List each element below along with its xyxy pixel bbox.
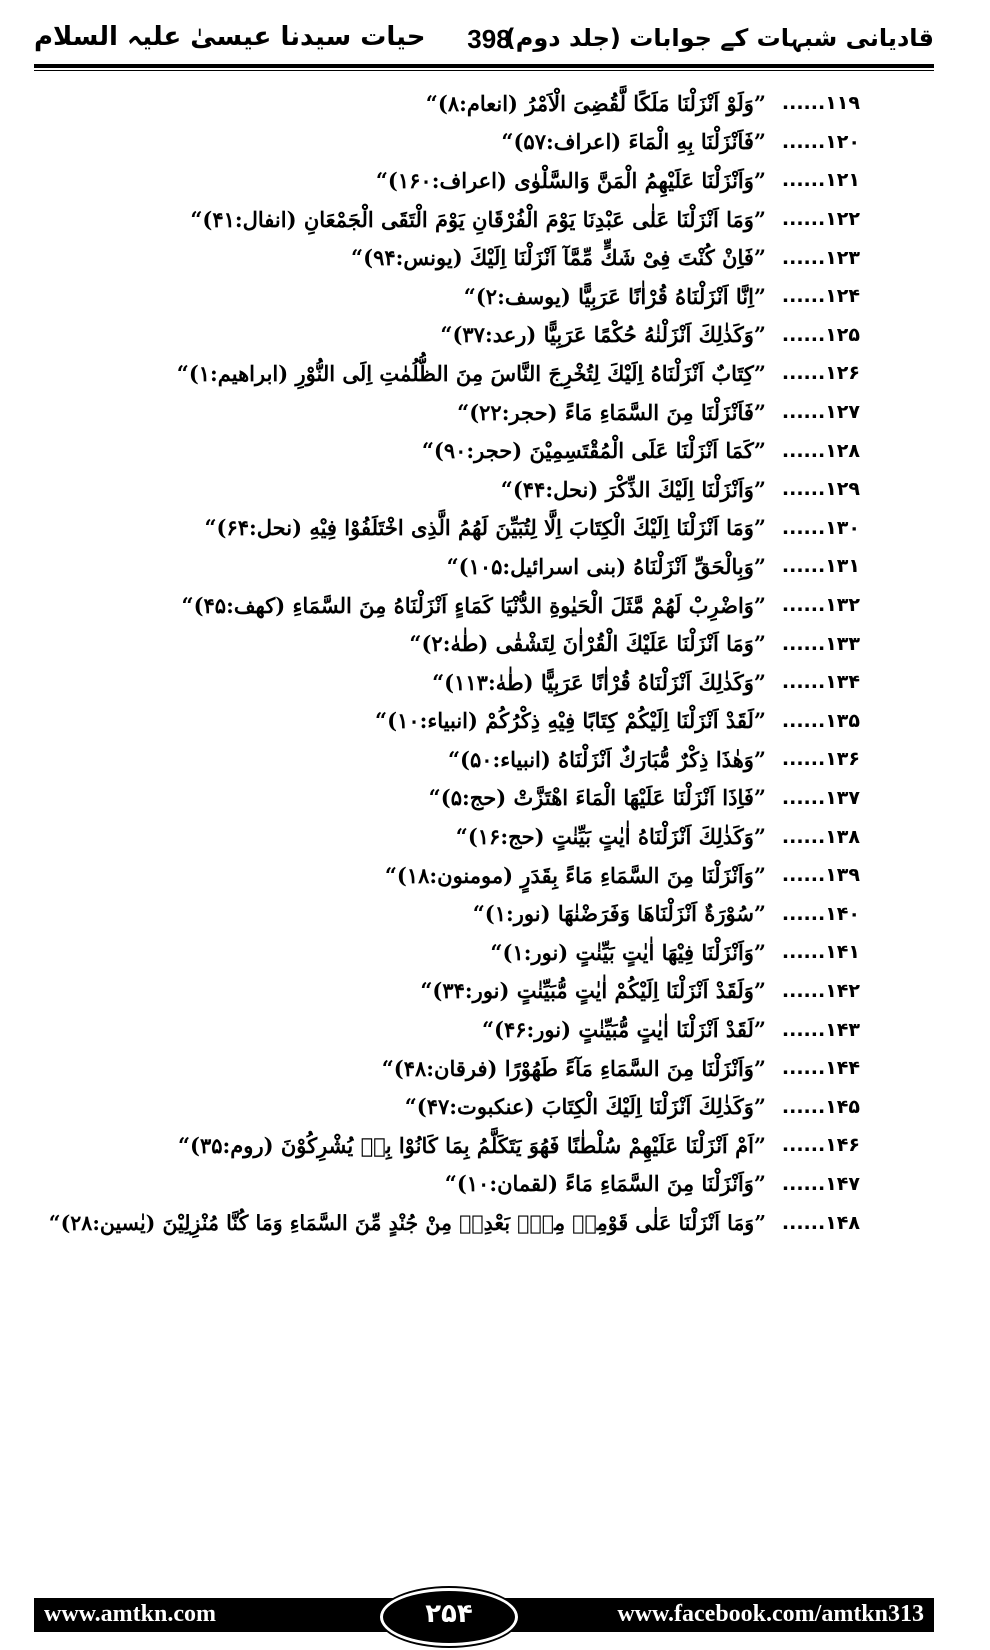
list-item bbox=[20, 1165, 860, 1204]
entry-number: ۱۳۰...... bbox=[781, 516, 860, 539]
header-rule-thin bbox=[34, 70, 934, 71]
entry-verse-text: ”كِتَابٌ اَنْزَلْنَاهُ اِلَيْكَ لِتُخْرِجَ النَّاسَ مِنَ الظُّلُمٰتِ اِلَی النُّوْرِ (ابراهیم:۱)“ bbox=[176, 360, 766, 386]
list-item bbox=[20, 856, 860, 895]
list-item bbox=[20, 393, 860, 432]
entry-number: ۱۲۶...... bbox=[781, 362, 860, 385]
entry-number: ۱۲۵...... bbox=[781, 323, 860, 346]
entry-number: ۱۳۲...... bbox=[781, 594, 860, 617]
entry-number: ۱۳۷...... bbox=[781, 786, 860, 809]
entry-number: ۱۳۸...... bbox=[781, 825, 860, 848]
entry-verse-text: ”فَاَنْزَلْنَا مِنَ السَّمَاءِ مَاءً (حجر:۲۲)“ bbox=[457, 399, 766, 425]
list-item bbox=[20, 509, 860, 548]
entry-number: ۱۳۹...... bbox=[781, 864, 860, 887]
entry-verse-text: ”وَكَذٰلِكَ اَنْزَلْنَاهُ اٰيٰتٍ بَيِّنٰتٍ (حج:۱۶)“ bbox=[455, 824, 766, 850]
list-item bbox=[20, 161, 860, 200]
entry-verse-text: ”لَقَدْ اَنْزَلْنَا اٰيٰتٍ مُّبَيِّنٰتٍ (نور:۴۶)“ bbox=[481, 1017, 766, 1043]
entry-number: ۱۲۷...... bbox=[781, 401, 860, 424]
list-item bbox=[20, 894, 860, 933]
list-item bbox=[20, 624, 860, 663]
list-item bbox=[20, 586, 860, 625]
footer-website-link[interactable]: www.amtkn.com bbox=[44, 1601, 216, 1627]
entry-verse-text: ”وَاَنْزَلْنَا مِنَ السَّمَاءِ مَاءً (لقمان:۱۰)“ bbox=[444, 1171, 766, 1197]
entry-verse-text: ”كَمَا اَنْزَلْنَا عَلَی الْمُقْتَسِمِيْنَ (حجر:۹۰)“ bbox=[421, 438, 766, 464]
entry-number: ۱۲۱...... bbox=[781, 169, 860, 192]
list-item bbox=[20, 933, 860, 972]
entry-number: ۱۲۴...... bbox=[781, 285, 860, 308]
entry-verse-text: ”وَاضْرِبْ لَهُمْ مَّثَلَ الْحَيٰوةِ الدُّنْيَا كَمَاءٍ اَنْزَلْنَاهُ مِنَ السَّمَاءِ (كهف:۴۵)“ bbox=[181, 592, 766, 618]
entry-number: ۱۳۶...... bbox=[781, 748, 860, 771]
list-item bbox=[20, 431, 860, 470]
entry-verse-text: ”وَمَا اَنْزَلْنَا عَلٰی قَوْمِهٖ مِنْۢ بَعْدِهٖ مِنْ جُنْدٍ مِّنَ السَّمَاءِ وَمَا كُنَّا مُنْزِلِيْنَ (یٰسین:۲۸)“ bbox=[48, 1210, 766, 1235]
header-rule-thick bbox=[34, 64, 934, 68]
entry-verse-text: ”فَاَنْزَلْنَا بِهِ الْمَاءَ (اعراف:۵۷)“ bbox=[501, 129, 766, 155]
entry-number: ۱۴۷...... bbox=[781, 1172, 860, 1195]
entry-verse-text: ”لَقَدْ اَنْزَلْنَا اِلَيْكُمْ كِتَابًا فِيْهِ ذِكْرُكُمْ (انبیاء:۱۰)“ bbox=[375, 708, 766, 734]
entry-verse-text: ”فَاِذَا اَنْزَلْنَا عَلَيْهَا الْمَاءَ اهْتَزَّتْ (حج:۵)“ bbox=[428, 785, 766, 811]
list-item bbox=[20, 1087, 860, 1126]
entry-verse-text: ”وَلَوْ اَنْزَلْنَا مَلَکًا لَّقُضِیَ الْاَمْرُ (انعام:۸)“ bbox=[425, 90, 766, 116]
entry-number: ۱۴۲...... bbox=[781, 979, 860, 1002]
list-item bbox=[20, 277, 860, 316]
entry-number: ۱۴۸...... bbox=[781, 1211, 860, 1234]
entry-verse-text: ”وَاَنْزَلْنَا فِيْهَا اٰيٰتٍ بَيِّنٰتٍ (نور:۱)“ bbox=[490, 939, 766, 965]
running-title: حیات سیدنا عیسیٰ علیہ السلام bbox=[34, 22, 426, 52]
list-item bbox=[20, 1126, 860, 1165]
entry-verse-text: ”وَاَنْزَلْنَا عَلَيْهِمُ الْمَنَّ وَالسَّلْوٰی (اعراف:۱۶۰)“ bbox=[375, 167, 766, 193]
entry-number: ۱۴۱...... bbox=[781, 941, 860, 964]
entry-number: ۱۴۰...... bbox=[781, 902, 860, 925]
entry-number: ۱۲۹...... bbox=[781, 478, 860, 501]
entry-number: ۱۴۵...... bbox=[781, 1095, 860, 1118]
list-item bbox=[20, 84, 860, 123]
list-item bbox=[20, 1049, 860, 1088]
list-item bbox=[20, 740, 860, 779]
entry-number: ۱۴۶...... bbox=[781, 1134, 860, 1157]
entry-number: ۱۴۴...... bbox=[781, 1057, 860, 1080]
list-item bbox=[20, 1010, 860, 1049]
book-title: قادیانی شبہات کے جوابات (جلد دوم) bbox=[504, 24, 934, 52]
entry-number: ۱۲۲...... bbox=[781, 208, 860, 231]
footer-facebook-link[interactable]: www.facebook.com/amtkn313 bbox=[617, 1601, 924, 1627]
list-item bbox=[20, 238, 860, 277]
entry-verse-text: ”وَمَا اَنْزَلْنَا عَلَيْكَ الْقُرْاٰنَ لِتَشْقٰی (طٰهٰ:۲)“ bbox=[409, 631, 766, 657]
entry-number: ۱۴۳...... bbox=[781, 1018, 860, 1041]
entry-number: ۱۱۹...... bbox=[781, 92, 860, 115]
entry-number: ۱۲۰...... bbox=[781, 130, 860, 153]
entry-number: ۱۳۳...... bbox=[781, 632, 860, 655]
list-item bbox=[20, 354, 860, 393]
list-item bbox=[20, 200, 860, 239]
entry-verse-text: ”وَكَذٰلِكَ اَنْزَلْنَاهُ قُرْاٰنًا عَرَبِيًّا (طٰهٰ:۱۱۳)“ bbox=[432, 669, 766, 695]
list-item bbox=[20, 817, 860, 856]
verse-list bbox=[20, 84, 860, 1242]
list-item bbox=[20, 663, 860, 702]
entry-number: ۱۳۴...... bbox=[781, 671, 860, 694]
list-item bbox=[20, 470, 860, 509]
entry-verse-text: ”وَمَا اَنْزَلْنَا عَلٰی عَبْدِنَا يَوْمَ الْفُرْقَانِ يَوْمَ الْتَقَی الْجَمْعَانِ (انفال:۴۱)“ bbox=[190, 206, 766, 232]
entry-verse-text: ”وَاَنْزَلْنَا مِنَ السَّمَاءِ مَآءً طَهُوْرًا (فرقان:۴۸)“ bbox=[381, 1055, 766, 1081]
entry-verse-text: ”وَاَنْزَلْنَا اِلَيْكَ الذِّكْرَ (نحل:۴۴)“ bbox=[500, 476, 766, 502]
list-item bbox=[20, 1203, 860, 1242]
entry-verse-text: ”سُوْرَةٌ اَنْزَلْنَاهَا وَفَرَضْنٰهَا (نور:۱)“ bbox=[472, 901, 766, 927]
entry-verse-text: ”وَهٰذَا ذِكْرٌ مُّبَارَكٌ اَنْزَلْنَاهُ (انبیاء:۵۰)“ bbox=[447, 746, 766, 772]
entry-number: ۱۲۸...... bbox=[781, 439, 860, 462]
list-item bbox=[20, 316, 860, 355]
entry-verse-text: ”اِنَّا اَنْزَلْنَاهُ قُرْاٰنًا عَرَبِیًّا (یوسف:۲)“ bbox=[463, 283, 766, 309]
entry-number: ۱۳۵...... bbox=[781, 709, 860, 732]
entry-number: ۱۳۱...... bbox=[781, 555, 860, 578]
footer-page-number: ۲۵۴ bbox=[425, 1599, 473, 1629]
page-number: 398 bbox=[467, 24, 511, 54]
entry-verse-text: ”وَاَنْزَلْنَا مِنَ السَّمَاءِ مَاءً بِقَدَرٍ (مومنون:۱۸)“ bbox=[384, 862, 766, 888]
entry-verse-text: ”وَمَا اَنْزَلْنَا اِلَيْكَ الْكِتَابَ اِلَّا لِتُبَيِّنَ لَهُمُ الَّذِی اخْتَلَفُوْا فِيْهِ (نحل:۶۴)“ bbox=[204, 515, 766, 541]
list-item bbox=[20, 779, 860, 818]
list-item bbox=[20, 702, 860, 741]
footer-page-badge bbox=[380, 1588, 518, 1646]
list-item bbox=[20, 547, 860, 586]
list-item bbox=[20, 123, 860, 162]
entry-verse-text: ”وَكَذٰلِكَ اَنْزَلْنٰهُ حُكْمًا عَرَبِیًّا (رعد:۳۷)“ bbox=[440, 322, 766, 348]
entry-verse-text: ”وَكَذٰلِكَ اَنْزَلْنَا اِلَيْكَ الْكِتَابَ (عنكبوت:۴۷)“ bbox=[404, 1094, 766, 1120]
page-header bbox=[34, 18, 934, 60]
entry-verse-text: ”فَاِنْ كُنْتَ فِیْ شَكٍّ مِّمَّآ اَنْزَلْنَا اِلَيْكَ (یونس:۹۴)“ bbox=[351, 245, 766, 271]
entry-verse-text: ”اَمْ اَنْزَلْنَا عَلَيْهِمْ سُلْطٰنًا فَهُوَ يَتَكَلَّمُ بِمَا كَانُوْا بِهٖ يُشْرِكُوْنَ (روم:۳۵)“ bbox=[177, 1132, 766, 1158]
list-item bbox=[20, 972, 860, 1011]
entry-verse-text: ”وَبِالْحَقِّ اَنْزَلْنَاهُ (بنی اسرائیل:۱۰۵)“ bbox=[446, 553, 766, 579]
entry-number: ۱۲۳...... bbox=[781, 246, 860, 269]
entry-verse-text: ”وَلَقَدْ اَنْزَلْنَا اِلَيْكُمْ اٰيٰتٍ مُّبَيِّنٰتٍ (نور:۳۴)“ bbox=[420, 978, 766, 1004]
